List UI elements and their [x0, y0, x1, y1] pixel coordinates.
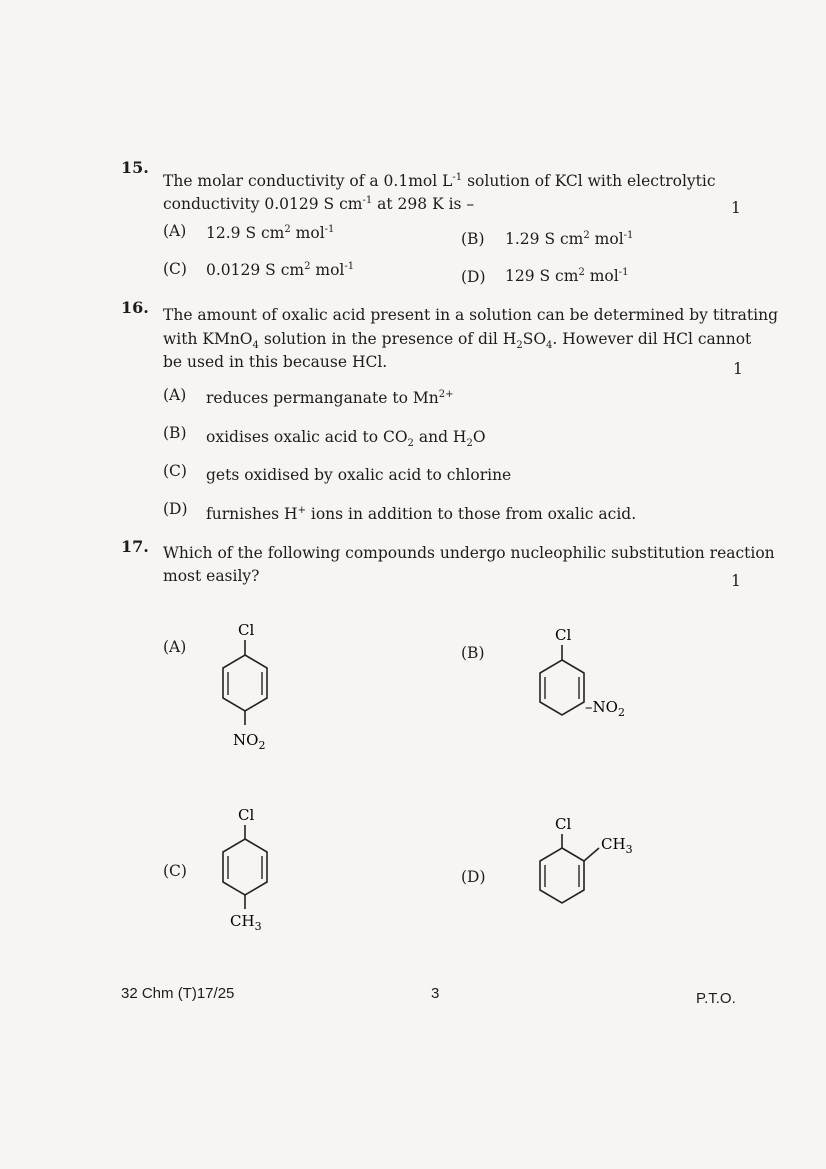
footer-page-number: 3	[431, 985, 440, 1002]
svg-text:CH3	[230, 912, 262, 933]
q17-option-d-structure	[525, 812, 655, 912]
q17-c-cl-label: Cl	[238, 806, 255, 824]
question-16-number: 16.	[121, 298, 149, 317]
q15-option-a-letter: (A)	[163, 222, 187, 240]
question-15-number: 15.	[121, 158, 149, 177]
q17-option-a-letter: (A)	[163, 638, 187, 656]
svg-text:–NO2	[585, 698, 625, 719]
question-15-line1: The molar conductivity of a 0.1mol $L^{-1}$ solution of KCl with electrolytic	[163, 172, 716, 191]
q15-option-c-letter: (C)	[163, 260, 187, 278]
q17-d-ch3-label: CH	[601, 835, 626, 853]
question-17-line1: Which of the following compounds undergo nucleophilic substitution reaction	[163, 544, 775, 562]
q16-option-a-text: reduces permanganate to $Mn^{2+}$	[206, 389, 454, 408]
question-15-marks: 1	[731, 199, 741, 217]
q17-b-cl-label: Cl	[555, 626, 572, 644]
q15-option-b-text: 1.29 S $cm^2$ mol$^{-1}$	[505, 230, 634, 249]
q15-option-d-letter: (D)	[461, 268, 486, 286]
q17-d-ch3-sub: 3	[625, 843, 633, 856]
q17-a-cl-label: Cl	[238, 621, 255, 639]
q17-a-no2-label: NO	[233, 731, 259, 749]
q15-option-a-text: 12.9 S $cm^2$ mol$^{-1}$	[206, 224, 335, 243]
q17-option-c-letter: (C)	[163, 862, 187, 880]
q15-option-c-text: 0.0129 S $cm^2$ mol$^{-1}$	[206, 261, 355, 280]
q17-c-ch3-sub: 3	[254, 920, 262, 933]
question-17-marks: 1	[731, 572, 741, 590]
question-15-line2: conductivity 0.0129 S $cm^{-1}$ at 298 K is –	[163, 195, 475, 214]
svg-text:NO2	[233, 731, 265, 752]
q17-b-no2-sub: 2	[617, 706, 625, 719]
q17-option-a-structure	[200, 615, 290, 755]
question-17-line2: most easily?	[163, 567, 260, 585]
question-16-marks: 1	[733, 360, 743, 378]
question-17-number: 17.	[121, 537, 149, 556]
q16-option-c-letter: (C)	[163, 462, 187, 480]
q16-option-d-letter: (D)	[163, 500, 188, 518]
q17-c-ch3-label: CH	[230, 912, 255, 930]
q15-option-d-text: 129 S $cm^2$ mol$^{-1}$	[505, 267, 629, 286]
footer-pto: P.T.O.	[696, 990, 736, 1007]
q17-d-cl-label: Cl	[555, 815, 572, 833]
q17-option-c-structure	[200, 803, 290, 938]
q17-option-d-letter: (D)	[461, 868, 486, 886]
q16-option-c-text: gets oxidised by oxalic acid to chlorine	[206, 466, 512, 484]
footer-paper-code: 32 Chm (T)17/25	[121, 985, 235, 1002]
svg-text:CH3	[601, 835, 633, 856]
question-16-line2: with KMnO$_4$ solution in the presence of dil $H_2SO_4$. However dil HCl cannot	[163, 330, 752, 352]
q15-option-b-letter: (B)	[461, 230, 485, 248]
q17-option-b-structure	[525, 622, 655, 722]
question-16-line1: The amount of oxalic acid present in a solution can be determined by titrating	[163, 306, 779, 324]
q16-option-a-letter: (A)	[163, 386, 187, 404]
q16-option-b-text: oxidises oxalic acid to $CO_2$ and $H_2O$	[206, 428, 486, 450]
q16-option-d-text: furnishes H+ ions in addition to those from oxalic acid.	[206, 505, 637, 524]
q17-b-no2-label: –NO	[585, 698, 618, 716]
q17-option-b-letter: (B)	[461, 644, 485, 662]
q16-option-b-letter: (B)	[163, 424, 187, 442]
q17-a-no2-sub: 2	[258, 739, 266, 752]
question-16-line3: be used in this because HCl.	[163, 353, 388, 371]
